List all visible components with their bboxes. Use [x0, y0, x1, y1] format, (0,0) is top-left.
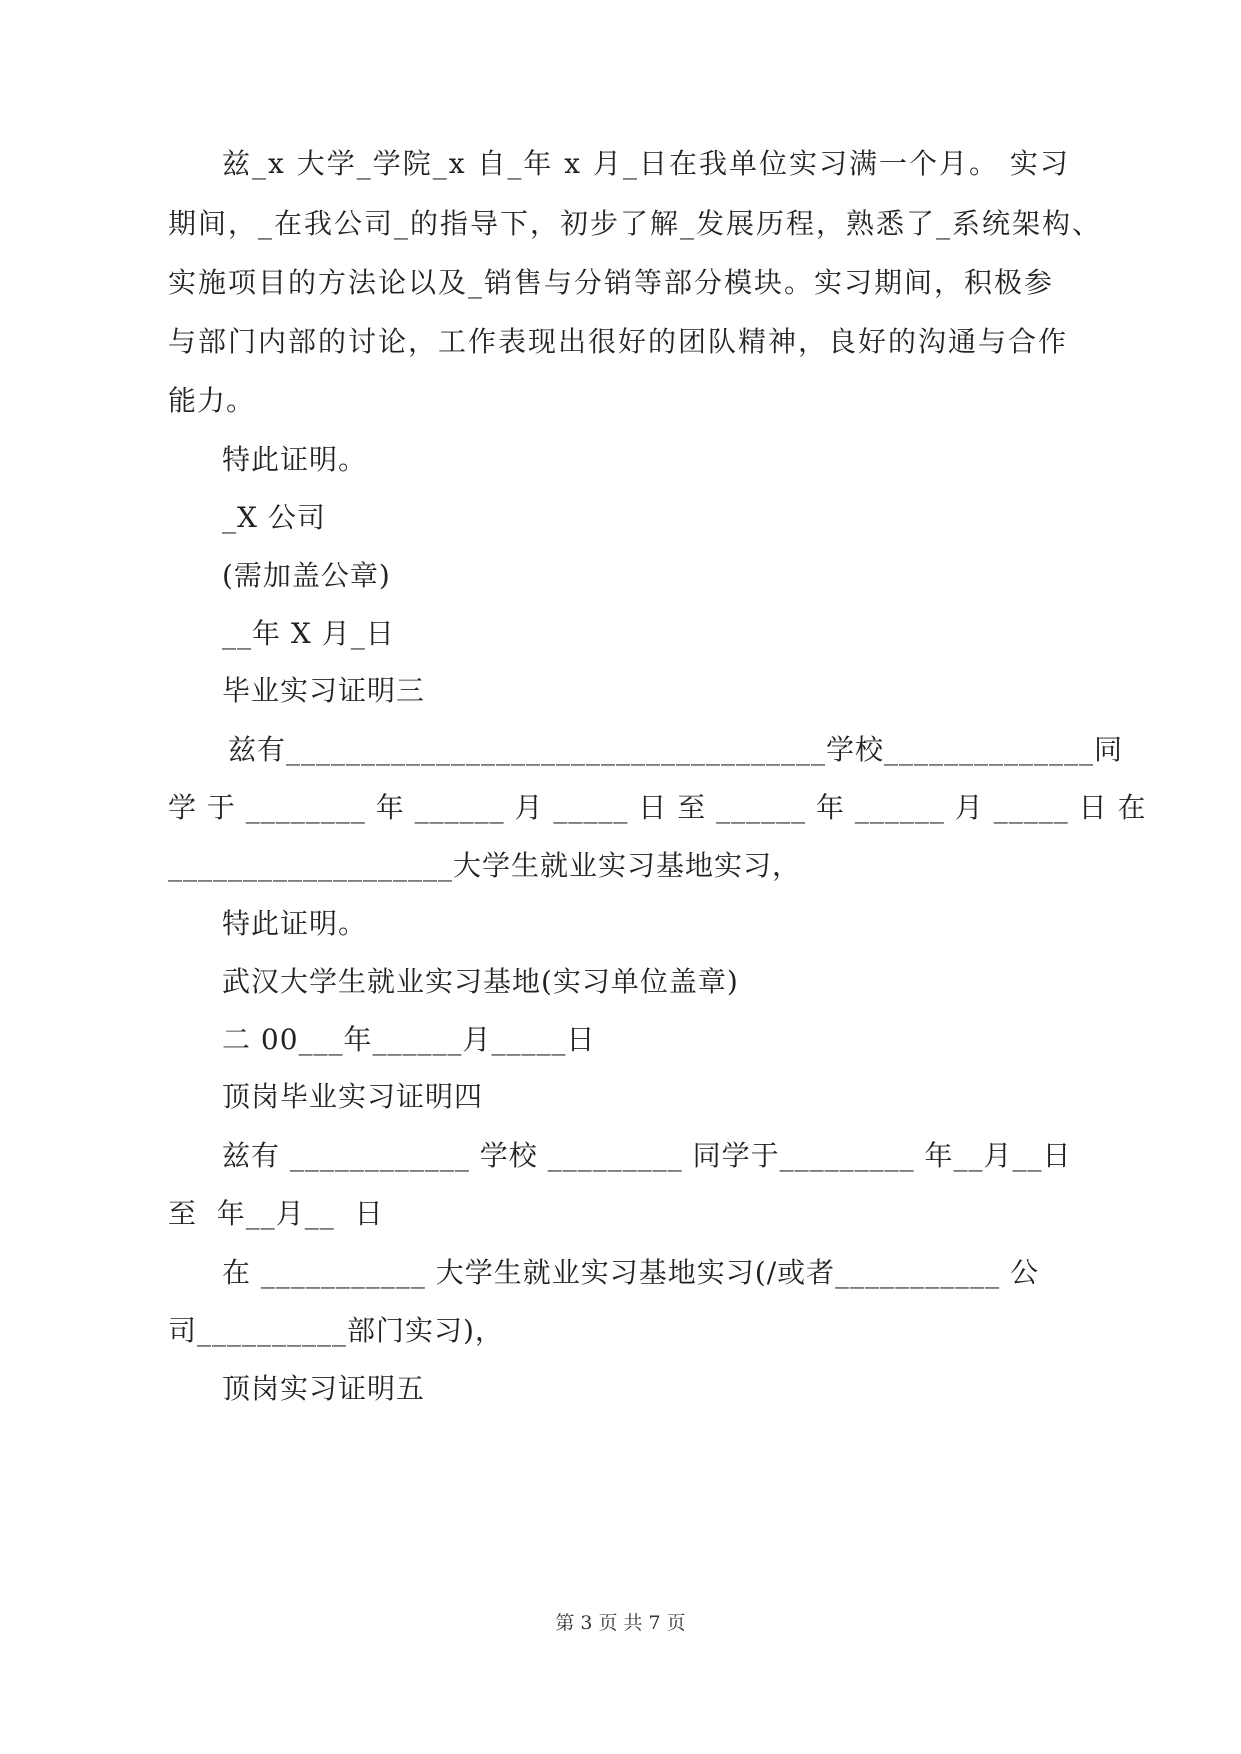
- page-number-footer: 第 3 页 共 7 页: [555, 1612, 686, 1634]
- certify-text-1: 特此证明。: [222, 443, 368, 476]
- date-line-1: __年 X 月_日: [222, 617, 395, 650]
- section-heading-3: 毕业实习证明三: [222, 674, 426, 707]
- section-heading-4: 顶岗毕业实习证明四: [222, 1080, 484, 1113]
- section-heading-5: 顶岗实习证明五: [222, 1372, 426, 1405]
- signer-line-3: 武汉大学生就业实习基地(实习单位盖章): [222, 965, 739, 998]
- paragraph4-line2: 至 年__月__ 日: [168, 1197, 384, 1230]
- paragraph3-line1: 兹有____________________________________学校______________同: [228, 733, 1124, 766]
- paragraph3-line2: 学 于 ________ 年 ______ 月 _____ 日 至 ______ 年 ______ 月 _____ 日 在: [168, 791, 1147, 824]
- company-name: _X 公司: [222, 501, 326, 534]
- paragraph1-line3: 实施项目的方法论以及_销售与分销等部分模块。实习期间，积极参: [168, 266, 1055, 299]
- paragraph1-line1: 兹_x 大学_学院_x 自_年 x 月_日在我单位实习满一个月。 实习: [222, 147, 1070, 180]
- paragraph4-line1: 兹有 ____________ 学校 _________ 同学于_________ 年__月__日: [222, 1139, 1072, 1172]
- paragraph1-line4: 与部门内部的讨论，工作表现出很好的团队精神，良好的沟通与合作: [168, 325, 1069, 358]
- paragraph4-line3: 在 ___________ 大学生就业实习基地实习(/或者___________ 公: [222, 1256, 1040, 1289]
- paragraph1-line5: 能力。: [168, 384, 256, 417]
- paragraph3-line3: ___________________大学生就业实习基地实习，: [168, 849, 802, 882]
- paragraph4-line4: 司__________部门实习)，: [168, 1314, 504, 1347]
- date-line-3: 二 00___年______月_____日: [222, 1023, 596, 1056]
- certify-text-3: 特此证明。: [222, 907, 368, 940]
- seal-note: (需加盖公章): [222, 559, 391, 592]
- paragraph1-line2: 期间，_在我公司_的指导下，初步了解_发展历程，熟悉了_系统架构、: [168, 207, 1103, 240]
